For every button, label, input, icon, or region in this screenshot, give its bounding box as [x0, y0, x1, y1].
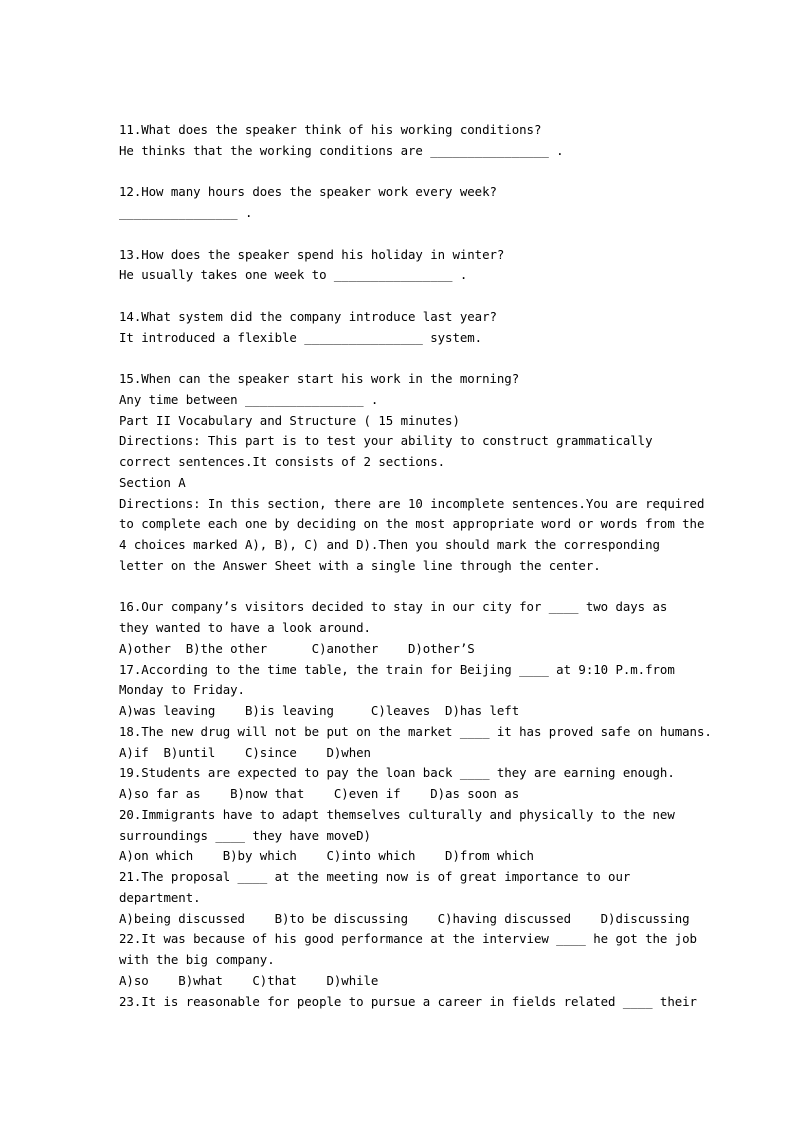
question-15: 15.When can the speaker start his work in the morning?	[119, 371, 520, 386]
question-18: 18.The new drug will not be put on the market ____ it has proved safe on humans.	[119, 723, 712, 739]
answer-line-15: Any time between ________________ .	[119, 391, 379, 407]
question-20: surroundings ____ they have moveD)	[119, 827, 371, 843]
question-14: 14.What system did the company introduce last year?	[119, 308, 497, 324]
document-body	[119, 120, 712, 1012]
choices-22: A)so B)what C)that D)while	[119, 972, 379, 988]
question-21: department.	[119, 889, 201, 905]
blank-line	[119, 286, 681, 307]
section-heading: Section A	[119, 474, 186, 490]
choices-20: A)on which B)by which C)into which D)from which	[119, 848, 534, 864]
choices-17: A)was leaving B)is leaving C)leaves D)has left	[119, 703, 520, 718]
question-12: 12.How many hours does the speaker work every week?	[119, 184, 497, 200]
question-13: 13.How does the speaker spend his holiday in winter?	[119, 246, 505, 262]
choices-21: A)being discussed B)to be discussing C)having discussed D)discussing	[119, 910, 690, 926]
blank-line	[119, 348, 681, 369]
section-directions: Directions: In this section, there are 10 incomplete sentences.You are required	[119, 495, 705, 511]
question-16: 16.Our company’s visitors decided to stay in our city for ____ two days as	[119, 599, 668, 615]
blank-line	[119, 162, 681, 183]
choices-19: A)so far as B)now that C)even if D)as soon as	[119, 786, 520, 801]
part-directions: correct sentences.It consists of 2 sections.	[119, 454, 446, 469]
question-23: 23.It is reasonable for people to pursue a career in fields related ____ their	[119, 993, 697, 1009]
blank-line	[119, 577, 681, 598]
choices-16: A)other B)the other C)another D)other’S	[119, 640, 475, 656]
section-directions: to complete each one by deciding on the most appropriate word or words from the	[119, 516, 705, 532]
choices-18: A)if B)until C)since D)when	[119, 744, 371, 760]
answer-line-11: He thinks that the working conditions are ________________ .	[119, 142, 564, 158]
question-22: with the big company.	[119, 952, 275, 967]
question-16: they wanted to have a look around.	[119, 620, 371, 635]
question-17: Monday to Friday.	[119, 682, 245, 698]
answer-line-14: It introduced a flexible ________________ system.	[119, 329, 483, 345]
question-19: 19.Students are expected to pay the loan back ____ they are earning enough.	[119, 765, 675, 781]
question-20: 20.Immigrants have to adapt themselves culturally and physically to the new	[119, 806, 675, 822]
section-directions: letter on the Answer Sheet with a single line through the center.	[119, 557, 601, 573]
blank-line	[119, 224, 681, 245]
part-heading: Part II Vocabulary and Structure ( 15 minutes)	[119, 412, 460, 428]
question-21: 21.The proposal ____ at the meeting now is of great importance to our	[119, 869, 631, 884]
section-directions: 4 choices marked A), B), C) and D).Then you should mark the corresponding	[119, 537, 660, 552]
question-17: 17.According to the time table, the train for Beijing ____ at 9:10 P.m.from	[119, 661, 675, 677]
part-directions: Directions: This part is to test your ability to construct grammatically	[119, 433, 653, 449]
question-11: 11.What does the speaker think of his working conditions?	[119, 122, 542, 137]
question-22: 22.It was because of his good performance at the interview ____ he got the job	[119, 931, 697, 947]
answer-line-12: ________________ .	[119, 205, 253, 220]
answer-line-13: He usually takes one week to ________________ .	[119, 267, 468, 283]
